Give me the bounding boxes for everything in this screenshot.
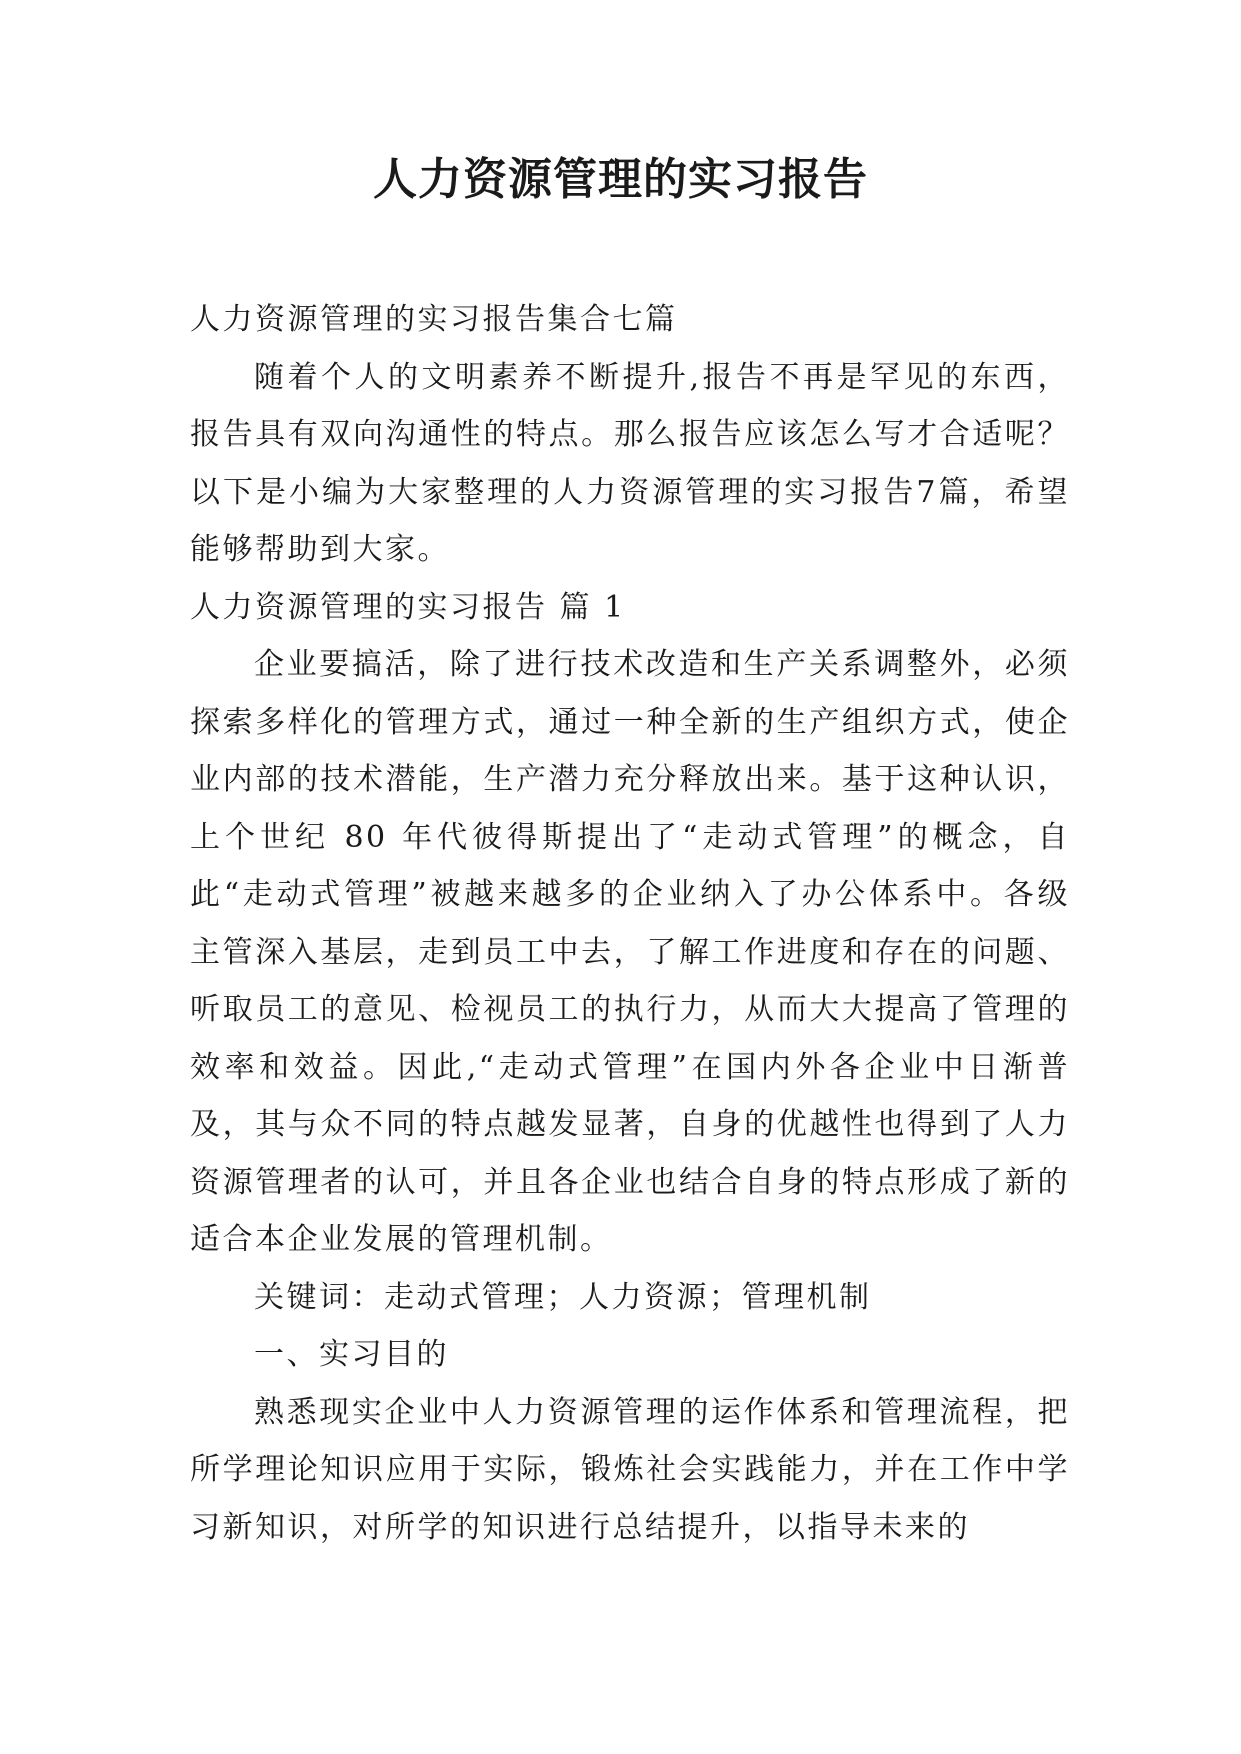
- subsection-heading: 一、实习目的: [254, 1337, 449, 1372]
- document-title: 人力资源管理的实习报告: [373, 154, 868, 205]
- keywords-line: 关键词：走动式管理；人力资源；管理机制: [254, 1279, 872, 1315]
- body-paragraph: 熟悉现实企业中人力资源管理的运作体系和管理流程，把所学理论知识应用于实际，锻炼社会实践能力，并在工作中学习新知识，对所学的知识进行总结提升，以指导未来的: [190, 1394, 1070, 1545]
- body-paragraph: 企业要搞活，除了进行技术改造和生产关系调整外，必须探索多样化的管理方式，通过一种全新的生产组织方式，使企业内部的技术潜能，生产潜力充分释放出来。基于这种认识，上个世纪 80 年代彼得斯提出了“走动式管理”的概念，自此“走动式管理”被越来越多的企业纳入了办公体系中。各级主管深入基层，走到员工中去，了解工作进度和存在的问题、听取员工的意见、检视员工的执行力，从而大大提高了管理的效率和效益。因此,“走动式管理”在国内外各企业中日渐普及，其与众不同的特点越发显著，自身的优越性也得到了人力资源管理者的认可，并且各企业也结合自身的特点形成了新的适合本企业发展的管理机制。: [190, 647, 1070, 1257]
- document-body: [190, 291, 1070, 1556]
- intro-paragraph: 随着个人的文明素养不断提升,报告不再是罕见的东西，报告具有双向沟通性的特点。那么报告应该怎么写才合适呢？以下是小编为大家整理的人力资源管理的实习报告7篇，希望能够帮助到大家。: [190, 359, 1070, 567]
- section-heading: 人力资源管理的实习报告 篇 1: [190, 589, 626, 625]
- subtitle-line: 人力资源管理的实习报告集合七篇: [190, 302, 678, 337]
